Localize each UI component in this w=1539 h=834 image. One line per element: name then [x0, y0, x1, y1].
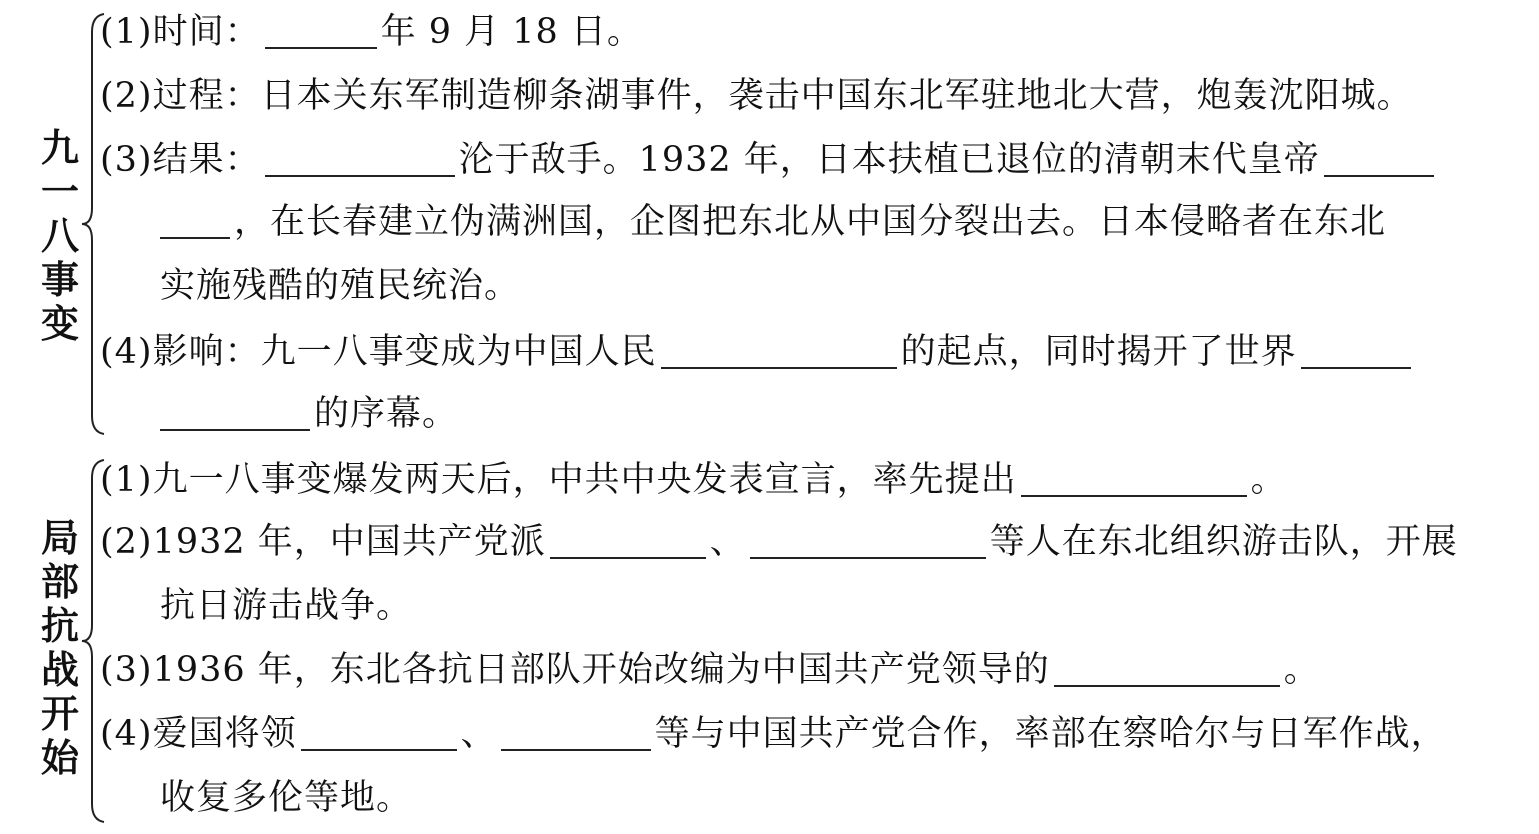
item-text: ，在长春建立伪满洲国，企图把东北从中国分裂出去。日本侵略者在东北	[234, 202, 1387, 242]
item-text: 时间：	[152, 12, 261, 52]
item-1-3-cont	[160, 200, 1386, 244]
item-text: 抗日游击战争。	[160, 586, 413, 626]
item-text: 1932 年，中国共产党派	[152, 522, 546, 562]
item-2-3	[100, 648, 1320, 692]
section-brace-local-resistance	[80, 458, 110, 824]
item-2-1	[100, 458, 1287, 502]
item-text: 的起点，同时揭开了世界	[900, 332, 1297, 372]
item-text: 九一八事变爆发两天后，中共中央发表宣言，率先提出	[152, 460, 1017, 500]
item-2-4	[100, 712, 1447, 756]
item-text: 等人在东北组织游击队，开展	[989, 522, 1458, 562]
answer-blank[interactable]	[1301, 331, 1411, 369]
answer-blank[interactable]	[160, 393, 310, 431]
item-1-1	[100, 10, 643, 54]
answer-blank[interactable]	[1054, 649, 1280, 687]
item-number: (2)	[100, 522, 153, 562]
item-number: (1)	[100, 12, 153, 52]
item-number: (1)	[100, 460, 153, 500]
item-text: 。	[1250, 460, 1287, 500]
item-text: 、	[460, 714, 497, 754]
item-2-4-cont	[160, 776, 412, 820]
item-text: 的序幕。	[314, 394, 459, 434]
item-text: 实施残酷的殖民统治。	[160, 266, 521, 306]
answer-blank[interactable]	[750, 521, 986, 559]
item-text: 结果：	[152, 140, 261, 180]
item-number: (4)	[100, 332, 153, 372]
item-text: 年 9 月 18 日。	[380, 12, 643, 52]
answer-blank[interactable]	[301, 713, 457, 751]
answer-blank[interactable]	[1021, 459, 1247, 497]
section-label-local-resistance: 局部抗战开始	[40, 515, 79, 780]
item-text: 爱国将领	[152, 714, 297, 754]
item-1-3-cont2	[160, 264, 520, 308]
answer-blank[interactable]	[160, 201, 230, 239]
item-text: 1936 年，东北各抗日部队开始改编为中国共产党领导的	[152, 650, 1050, 690]
item-number: (3)	[100, 140, 153, 180]
item-1-2	[100, 74, 1413, 118]
answer-blank[interactable]	[501, 713, 651, 751]
item-text: 过程：日本关东军制造柳条湖事件，袭击中国东北军驻地北大营，炮轰沈阳城。	[152, 76, 1413, 116]
answer-blank[interactable]	[265, 139, 455, 177]
answer-blank[interactable]	[550, 521, 706, 559]
item-1-4-cont	[160, 392, 458, 436]
item-number: (4)	[100, 714, 153, 754]
item-text: 。	[1283, 650, 1320, 690]
answer-blank[interactable]	[265, 11, 377, 49]
item-1-3	[100, 138, 1438, 182]
item-1-4	[100, 330, 1415, 374]
item-text: 、	[709, 522, 746, 562]
item-text: 收复多伦等地。	[160, 778, 413, 818]
item-text: 等与中国共产党合作，率部在察哈尔与日军作战，	[654, 714, 1447, 754]
section-label-918: 九一八事变	[40, 125, 79, 346]
answer-blank[interactable]	[661, 331, 897, 369]
item-text: 影响：九一八事变成为中国人民	[152, 332, 657, 372]
item-2-2-cont	[160, 584, 412, 628]
item-number: (3)	[100, 650, 153, 690]
item-number: (2)	[100, 76, 153, 116]
item-text: 沦于敌手。1932 年，日本扶植已退位的清朝末代皇帝	[458, 140, 1320, 180]
item-2-2	[100, 520, 1458, 564]
answer-blank[interactable]	[1324, 139, 1434, 177]
